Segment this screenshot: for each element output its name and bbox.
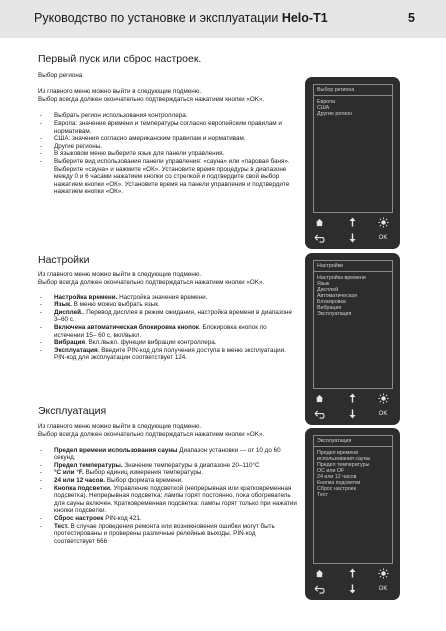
section-intro: Из главного меню можно выйти в следующие подменю. Выбор всегда должен окончательно подтверждаться нажатием кнопки «OK». bbox=[38, 87, 265, 103]
screen-menu-item[interactable]: Предел температуры bbox=[317, 462, 370, 468]
model-name: Helo-T1 bbox=[281, 11, 328, 25]
light-icon[interactable] bbox=[375, 391, 391, 405]
back-icon[interactable] bbox=[311, 231, 327, 245]
down-arrow-icon[interactable] bbox=[344, 407, 360, 421]
list-item: - °C или °F. Выбор единиц измерения температуры. bbox=[38, 469, 298, 477]
back-icon[interactable] bbox=[311, 407, 327, 421]
display-screen bbox=[313, 435, 393, 564]
page-title: Руководство по установке и эксплуатации Helo-T1 bbox=[34, 11, 328, 25]
screen-header: Выбор региона bbox=[314, 85, 392, 96]
back-icon[interactable] bbox=[311, 582, 327, 596]
control-panel-region bbox=[305, 77, 400, 249]
ok-button[interactable]: OK bbox=[378, 411, 388, 417]
screen-menu bbox=[314, 96, 392, 117]
screen-menu bbox=[314, 447, 392, 498]
list-item: - Дисплей.. Перевод дисплея в режим ожидания, настройка времени в диапазоне 3–60 с. bbox=[38, 309, 298, 324]
section-settings bbox=[38, 254, 298, 362]
screen-menu-item[interactable]: Язык bbox=[317, 281, 330, 287]
screen-menu-item[interactable]: Предел времени bbox=[317, 450, 359, 456]
page-number: 5 bbox=[408, 11, 415, 25]
light-icon[interactable] bbox=[375, 215, 391, 229]
home-icon[interactable] bbox=[311, 566, 327, 580]
list-item: - Настройка времени. Настройка значения времени. bbox=[38, 294, 298, 302]
screen-menu-item[interactable]: 24 или 12 часов bbox=[317, 474, 357, 480]
screen-menu-item[interactable]: Блокировка bbox=[317, 299, 346, 305]
ok-button[interactable]: OK bbox=[378, 586, 388, 592]
list-item: - Эксплуатация. Введите PIN-код для получения доступа в меню эксплуатации. PIN-код для эксплуатации соответствует 124. bbox=[38, 347, 298, 362]
screen-header: Эксплуатация bbox=[314, 436, 392, 447]
section-first-start bbox=[38, 53, 298, 196]
down-arrow-icon[interactable] bbox=[344, 231, 360, 245]
section-intro: Из главного меню можно выйти в следующие подменю. Выбор всегда должен окончательно подтверждаться нажатием кнопки «OK». bbox=[38, 271, 265, 286]
list-item: - Европа: значение времени и температуры согласно европейским правилам и нормативам. bbox=[38, 120, 298, 135]
down-arrow-icon[interactable] bbox=[344, 582, 360, 596]
control-panel-operation bbox=[305, 428, 400, 600]
section-subtitle: Выбор региона bbox=[38, 72, 83, 79]
list-item: - Включена автоматическая блокировка кнопок. Блокировка кнопок по истечении 15– 60 с, вкл/выкл. bbox=[38, 324, 298, 339]
screen-menu-item[interactable]: Настройка времени bbox=[317, 275, 366, 281]
list-item: - США: значения согласно американским правилам и нормативам. bbox=[38, 135, 298, 143]
list-item: - Сброс настроек PIN-код 421. bbox=[38, 515, 298, 523]
list-item: - Кнопка подсветки. Управление подсветкой (непрерывная или кратковременная подсветка). Непрерывная подсветка: лампы горят постоянно, пока обогреватель для сауны включен. Кратковременная подсветка: лампы горят только при нажатии кнопки подсветки. bbox=[38, 485, 298, 515]
light-icon[interactable] bbox=[375, 566, 391, 580]
display-screen bbox=[313, 260, 393, 389]
screen-menu-item[interactable]: Вибрация bbox=[317, 305, 342, 311]
screen-menu-item[interactable]: ОС или ОF bbox=[317, 468, 345, 474]
screen-menu-item[interactable]: Европа bbox=[317, 99, 336, 105]
list-item: - Язык. В меню можно выбрать язык. bbox=[38, 301, 298, 309]
screen-header: Настройки bbox=[314, 261, 392, 272]
screen-menu-item[interactable]: Дисплей bbox=[317, 287, 339, 293]
section-title: Настройки bbox=[38, 254, 90, 266]
screen-menu-item[interactable]: Сброс настроек bbox=[317, 486, 356, 492]
item-list bbox=[38, 112, 298, 196]
list-item: - Выберите вид использования панели управления: «сауна» или «паровая баня». Выберите «сауна» и нажмите «ОК». Установите время процедуры в диапазоне между 0 и 6 часами нажатием кнопки со стрелкой и подтвердите свой выбор нажатием кнопки «ОК». Установите время на панели управления и подтвердите нажатием кнопки «ОК». bbox=[38, 158, 298, 196]
list-item: - В языковом меню выберите язык для панели управления. bbox=[38, 150, 298, 158]
up-arrow-icon[interactable] bbox=[344, 566, 360, 580]
up-arrow-icon[interactable] bbox=[344, 391, 360, 405]
list-item: - Другие регионы. bbox=[38, 143, 298, 151]
control-panel-settings bbox=[305, 253, 400, 425]
screen-menu bbox=[314, 272, 392, 317]
section-intro: Из главного меню можно выйти в следующие подменю. Выбор всегда должен окончательно подтверждаться нажатием кнопки «OK». bbox=[38, 423, 265, 438]
home-icon[interactable] bbox=[311, 391, 327, 405]
screen-menu-item[interactable]: Автоматическая bbox=[317, 293, 358, 299]
section-title: Эксплуатация bbox=[38, 405, 107, 417]
section-operation bbox=[38, 405, 298, 545]
screen-menu-item[interactable]: Эксплуатация bbox=[317, 311, 352, 317]
screen-menu-item[interactable]: США bbox=[317, 105, 330, 111]
screen-menu-item[interactable]: Другие регион bbox=[317, 111, 353, 117]
list-item: - 24 или 12 часов. Выбор формата времени. bbox=[38, 477, 298, 485]
list-item: - Вибрация. Вкл./выкл. функции вибрации контроллера. bbox=[38, 339, 298, 347]
list-item: - Тест. В случае проведения ремонта или возникновения ошибки могут быть протестированы и проверены различные релейные выходы. PIN-код соответствует 666 bbox=[38, 523, 298, 546]
list-item: - Выбрать регион использования контроллера. bbox=[38, 112, 298, 120]
up-arrow-icon[interactable] bbox=[344, 215, 360, 229]
display-screen bbox=[313, 84, 393, 213]
page-header bbox=[0, 0, 446, 38]
list-item: - Предел температуры. Значение температуры в диапазоне 20–110°C bbox=[38, 462, 298, 470]
screen-menu-item[interactable]: Кнопка подсветки bbox=[317, 480, 361, 486]
home-icon[interactable] bbox=[311, 215, 327, 229]
item-list bbox=[38, 294, 298, 362]
screen-menu-item[interactable]: использования сауны bbox=[317, 456, 371, 462]
ok-button[interactable]: OK bbox=[378, 235, 388, 241]
item-list bbox=[38, 447, 298, 546]
screen-menu-item[interactable]: Тест bbox=[317, 492, 328, 498]
section-title: Первый пуск или сброс настроек. bbox=[38, 53, 202, 65]
list-item: - Предел времени использования сауны Диапазон установки — от 10 до 60 секунд. bbox=[38, 447, 298, 462]
